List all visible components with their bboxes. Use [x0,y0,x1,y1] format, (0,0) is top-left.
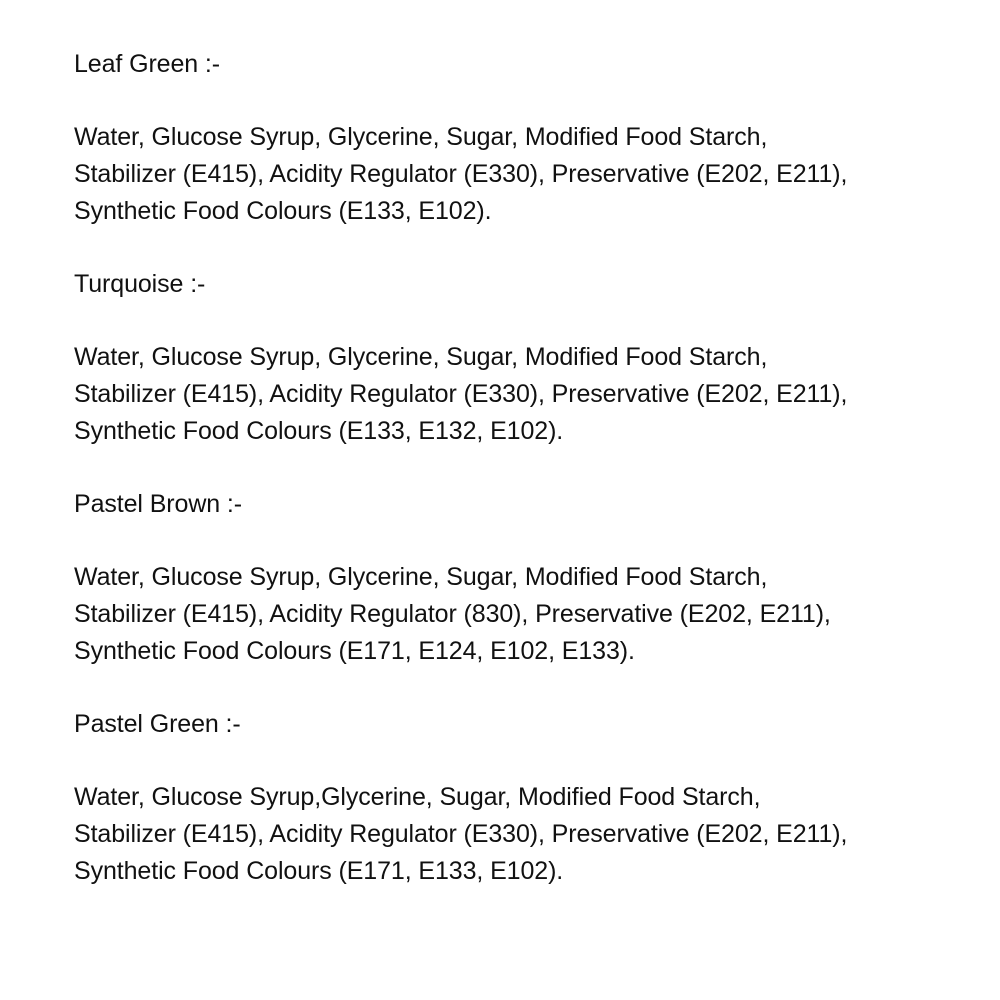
section-pastel-brown [74,486,954,706]
ingredients-line: Synthetic Food Colours (E133, E102). [74,197,492,225]
section-heading: Pastel Brown :- [74,490,243,518]
ingredients-line: Water, Glucose Syrup, Glycerine, Sugar, Modified Food Starch, [74,123,768,151]
ingredients-paragraph [74,559,954,670]
ingredients-paragraph [74,119,954,230]
ingredients-paragraph [74,339,954,450]
ingredients-line: Stabilizer (E415), Acidity Regulator (830), Preservative (E202, E211), [74,600,831,628]
section-turquoise [74,266,954,486]
ingredients-line: Synthetic Food Colours (E133, E132, E102). [74,417,564,445]
section-heading: Leaf Green :- [74,50,221,78]
ingredients-line: Water, Glucose Syrup,Glycerine, Sugar, Modified Food Starch, [74,783,761,811]
ingredients-line: Synthetic Food Colours (E171, E124, E102, E133). [74,637,635,665]
ingredients-line: Stabilizer (E415), Acidity Regulator (E330), Preservative (E202, E211), [74,160,848,188]
ingredients-line: Water, Glucose Syrup, Glycerine, Sugar, Modified Food Starch, [74,343,768,371]
section-heading: Pastel Green :- [74,710,241,738]
ingredients-paragraph [74,779,954,890]
ingredients-line: Stabilizer (E415), Acidity Regulator (E330), Preservative (E202, E211), [74,820,848,848]
section-heading: Turquoise :- [74,270,206,298]
ingredients-line: Stabilizer (E415), Acidity Regulator (E330), Preservative (E202, E211), [74,380,848,408]
ingredients-line: Synthetic Food Colours (E171, E133, E102). [74,857,564,885]
section-pastel-green [74,706,954,890]
ingredients-document [74,46,954,890]
section-leaf-green [74,46,954,266]
ingredients-line: Water, Glucose Syrup, Glycerine, Sugar, Modified Food Starch, [74,563,768,591]
